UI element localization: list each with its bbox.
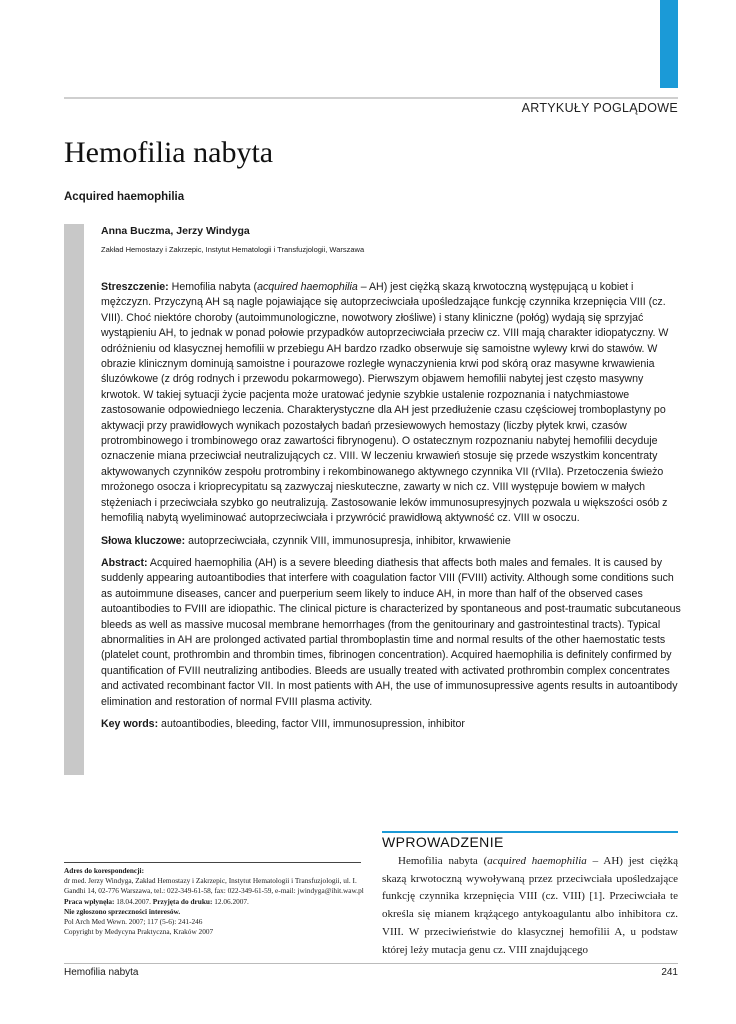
section-color-tab — [660, 0, 678, 88]
accepted-label: Przyjęta do druku: — [152, 896, 213, 906]
running-title: Hemofilia nabyta — [64, 967, 139, 978]
intro-heading: WPROWADZENIE — [382, 834, 504, 850]
citation: Pol Arch Med Wewn. 2007; 117 (5-6): 241-246 — [64, 917, 203, 927]
intro-paragraph — [382, 853, 678, 959]
abstract-polish-italic: acquired haemophilia — [257, 281, 358, 293]
english-title: Acquired haemophilia — [64, 191, 185, 203]
correspondence-divider — [64, 862, 361, 863]
keywords-polish-text: autoprzeciwciała, czynnik VIII, immunosupresja, inhibitor, krwawienie — [185, 534, 511, 547]
copyright: Copyright by Medycyna Praktyczna, Kraków 2007 — [64, 927, 214, 937]
intro-pre: Hemofilia nabyta ( — [398, 855, 488, 867]
abstract-side-bar — [64, 224, 84, 775]
intro-divider — [382, 831, 678, 833]
correspondence-heading: Adres do korespondencji: — [64, 866, 145, 875]
received-label: Praca wpłynęła: — [64, 896, 115, 906]
abstract-english-text: Acquired haemophilia (AH) is a severe bleeding diathesis that affects both males and females. It is caused by suddenly appearing autoantibodies that interfere with coagulation factor VIII (FVIII) activity. Although some conditions such as autoimmune diseases, cancer and puerperium seem likely to induce AH, in more than half of the observed cases autoantibodies to FVIII are idiopathic. The clinical picture is characterized by spontaneous and post-traumatic subcutaneous bleeds as well as massive mucosal membrane hemorrhages (from the genitourinary and gastrointestinal tracts). Typical abnormalities in AH are prolonged activated partial thromboplastin time and normal results of the other haemostatic tests (platelet count, prothrombin and thrombin times, fibrinogen concentration). Acquired haemophilia is definitely confirmed by quantification of FVIII neutralizing antibodies. Bleeds are usually treated with activated prothrombin complex concentrates and activated recombinant factor VII. In most patients with AH, the use of immunosupressive agents results in autoantibody elimination and restoration of normal FVIII plasma activity. — [101, 556, 681, 708]
footer-divider — [64, 963, 678, 964]
authors: Anna Buczma, Jerzy Windyga — [101, 225, 250, 237]
abstract-block — [101, 280, 681, 739]
abstract-polish-text: – AH) jest ciężką skazą krwotoczną występującą u kobiet i mężczyzn. Przyczyną AH są nagle pojawiające się autoprzeciwciała upośledzające funkcję czynnika krzepnięcia VIII (cz. VIII). Choć niektóre choroby (autoimmunologiczne, nowotwory złośliwe) i stany kliniczne (połóg) wydają się sprzyjać wystąpieniu AH, to jednak w ponad połowie przypadków autoprzeciwciała przeciw cz. VIII mają charakter idiopatyczny. W odróżnieniu od klasycznej hemofilii w przebiegu AH bardzo rzadko obserwuje się samoistne wylewy krwi do stawów. W obrazie klinicznym dominują samoistne i pourazowe rozległe wynaczynienia krwi pod skórą oraz masywne krwawienia śluzówkowe (z dróg rodnych i przewodu pokarmowego). Pierwszym objawem hemofilii nabytej jest często masywny krwotok. W takiej sytuacji życie pacjenta może uratować jedynie szybkie ustalenie rozpoznania i natychmiastowe zastosowanie odpowiedniego leczenia. Charakterystyczne dla AH jest przedłużenie czasu częściowej tromboplastyny po aktywacji przy prawidłowych wynikach pozostałych badań przesiewowych hemostazy (liczby płytek krwi, czasów protrombinowego i trombinowego oraz zawartości fibrynogenu). O ostatecznym rozpoznaniu nabytej hemofilii decyduje oznaczenie miana przeciwciał neutralizujących cz. VIII. W leczeniu krwawień stosuje się przede wszystkim koncentraty aktywowanych czynników zespołu protrombiny i rekombinowanego aktywnego czynnika VII (rVIIa). Przetoczenia świeżo mrożonego osocza i krioprecypitatu są zazwyczaj nieskuteczne, zawarty w nich cz. VIII występuje bowiem w małych stężeniach i przeciwciała szybko go neutralizują. Zastosowanie leków immunosupresyjnych pozwala u większości osób z hemofilią nabytą wyeliminować autoprzeciwciała i przywrócić prawidłową aktywność cz. VIII w osoczu. — [101, 281, 669, 525]
section-label: ARTYKUŁY POGLĄDOWE — [521, 101, 678, 115]
accepted-date: 12.06.2007. — [212, 896, 249, 906]
abstract-polish — [101, 280, 681, 527]
abstract-english — [101, 556, 681, 710]
intro-italic: acquired haemophilia — [487, 855, 587, 867]
header-divider — [64, 97, 678, 99]
keywords-polish — [101, 534, 681, 549]
intro-text: – AH) jest ciężką skazą krwotoczną wywoływaną przez przeciwciała upośledzające funkcję czynnika krzepnięcia VIII (cz. VIII) [1]. Przeciwciała te określa się mianem krążącego antykoagulantu albo inhibitora cz. VIII. W przeciwieństwie do klasycznej hemofilii A, u podstaw której leży mutacja genu cz. VIII znajdującego — [382, 855, 678, 956]
correspondence-address: dr med. Jerzy Windyga, Zakład Hemostazy i Zakrzepic, Instytut Hematologii i Transfuzjologii, ul. I. Gandhi 14, 02-776 Warszawa, tel.: 022-349-61-58, fax: 022-349-61-59, e-mail: jwindyga@ihit.waw.pl — [64, 876, 364, 896]
submission-dates — [64, 897, 364, 907]
received-date: 18.04.2007. — [114, 896, 153, 906]
correspondence-box — [64, 866, 364, 937]
abstract-english-label: Abstract: — [101, 556, 148, 569]
abstract-polish-pre: Hemofilia nabyta ( — [171, 281, 258, 293]
keywords-english-label: Key words: — [101, 717, 159, 730]
conflicts-statement: Nie zgłoszono sprzeczności interesów. — [64, 906, 181, 916]
page-number: 241 — [661, 967, 678, 978]
keywords-english — [101, 717, 681, 732]
keywords-polish-label: Słowa kluczowe: — [101, 534, 186, 547]
keywords-english-text: autoantibodies, bleeding, factor VIII, immunosupression, inhibitor — [158, 717, 465, 730]
article-title: Hemofilia nabyta — [64, 136, 274, 169]
affiliation: Zakład Hemostazy i Zakrzepic, Instytut Hematologii i Transfuzjologii, Warszawa — [101, 245, 365, 254]
abstract-polish-label: Streszczenie: — [101, 281, 169, 293]
